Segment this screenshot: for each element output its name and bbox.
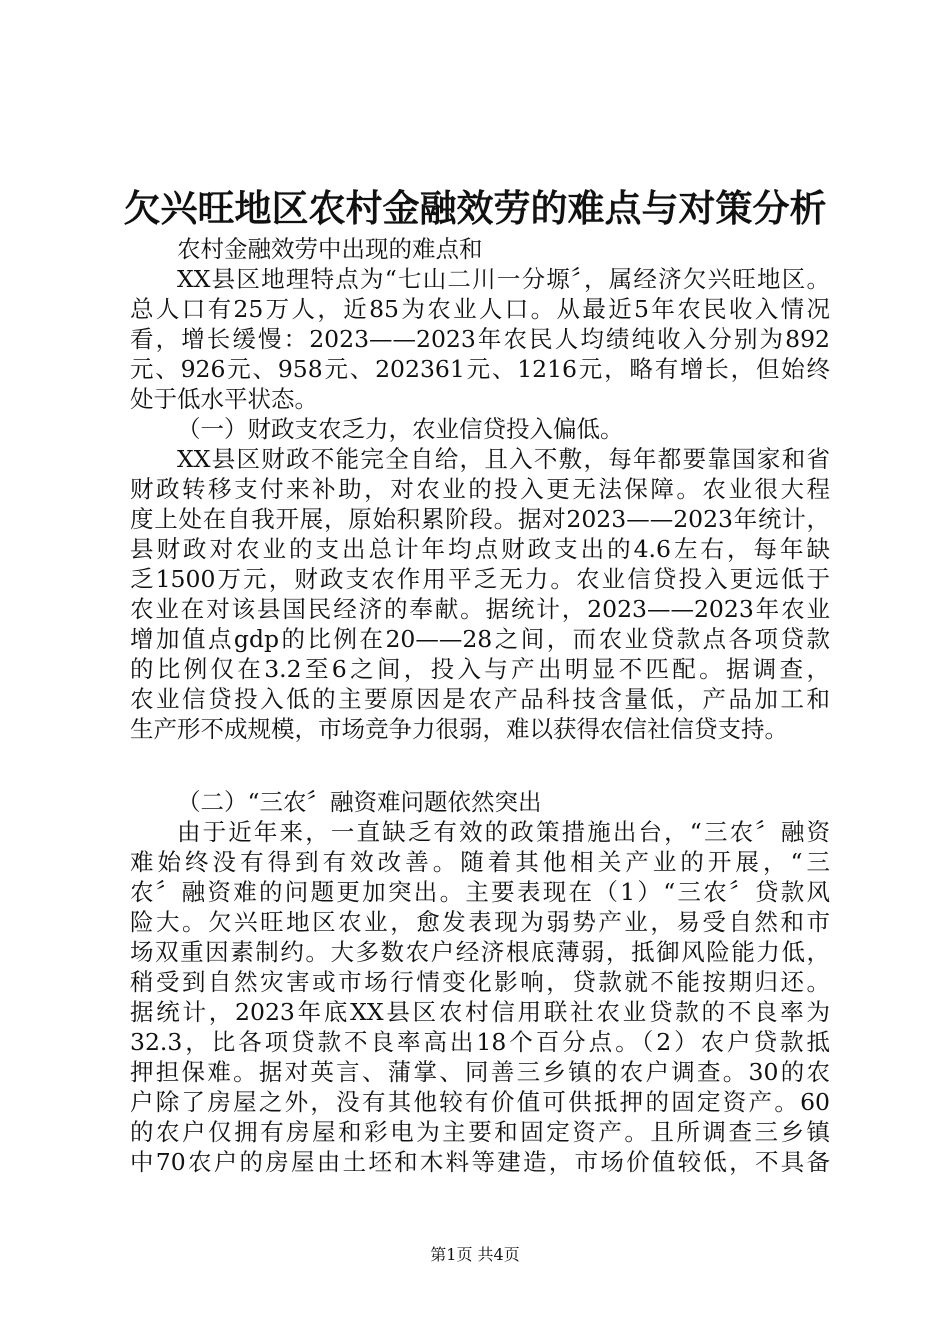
paragraph-line: 财政转移支付来补助，对农业的投入更无法保障。农业很大程 bbox=[130, 475, 830, 503]
section-heading: （二）“三农〞融资难问题依然突出 bbox=[177, 788, 542, 816]
paragraph-line: 县财政对农业的支出总计年均点财政支出的4.6左右，每年缺 bbox=[130, 535, 830, 563]
paragraph-line: 农业信贷投入低的主要原因是农产品科技含量低，产品加工和 bbox=[130, 685, 830, 713]
paragraph-line: 稍受到自然灾害或市场行情变化影响，贷款就不能按期归还。 bbox=[130, 968, 830, 996]
body-section-2 bbox=[130, 787, 830, 1177]
paragraph-line: 看，增长缓慢：2023——2023年农民人均绩纯收入分别为892 bbox=[130, 325, 830, 353]
paragraph-line: 险大。欠兴旺地区农业，愈发表现为弱势产业，易受自然和市 bbox=[130, 908, 830, 936]
paragraph-line: 生产形不成规模，市场竞争力很弱，难以获得农信社信贷支持。 bbox=[130, 715, 788, 743]
paragraph-line: 农〞融资难的问题更加突出。主要表现在（1）“三农〞贷款风 bbox=[130, 878, 830, 906]
paragraph-line: 总人口有25万人，近85为农业人口。从最近5年农民收入情况 bbox=[130, 295, 830, 323]
paragraph-line: 乏1500万元，财政支农作用平乏无力。农业信贷投入更远低于 bbox=[130, 565, 830, 593]
paragraph-line: 农业在对该县国民经济的奉献。据统计，2023——2023年农业 bbox=[130, 595, 830, 623]
paragraph-line: 中70农户的房屋由土坯和木料等建造，市场价值较低，不具备 bbox=[130, 1148, 830, 1176]
paragraph-line: 的比例仅在3.2至6之间，投入与产出明显不匹配。据调查， bbox=[130, 655, 830, 683]
body-section-1 bbox=[130, 234, 830, 744]
paragraph-line: 32.3，比各项贷款不良率高出18个百分点。（2）农户贷款抵 bbox=[130, 1028, 830, 1056]
paragraph-line: 户除了房屋之外，没有其他较有价值可供抵押的固定资产。60 bbox=[130, 1088, 830, 1116]
paragraph-line: XX县区财政不能完全自给，且入不敷，每年都要靠国家和省 bbox=[177, 445, 830, 473]
paragraph-line: 场双重因素制约。大多数农户经济根底薄弱，抵御风险能力低， bbox=[130, 938, 830, 966]
paragraph-line: 据统计，2023年底XX县区农村信用联社农业贷款的不良率为 bbox=[130, 998, 830, 1026]
section-heading: （一）财政支农乏力，农业信贷投入偏低。 bbox=[177, 415, 624, 443]
paragraph-line: 度上处在自我开展，原始积累阶段。据对2023——2023年统计， bbox=[130, 505, 830, 533]
paragraph-line: 押担保难。据对英言、蒲掌、同善三乡镇的农户调查。30的农 bbox=[130, 1058, 830, 1086]
paragraph-line: 的农户仅拥有房屋和彩电为主要和固定资产。且所调查三乡镇 bbox=[130, 1118, 830, 1146]
paragraph-line: 由于近年来，一直缺乏有效的政策措施出台，“三农〞融资 bbox=[177, 818, 830, 846]
paragraph-line: 处于低水平状态。 bbox=[130, 385, 318, 413]
document-title: 欠兴旺地区农村金融效劳的难点与对策分析 bbox=[123, 186, 827, 230]
page-number-footer: 第1页 共4页 bbox=[430, 1245, 520, 1264]
paragraph-line: 增加值点gdp的比例在20——28之间，而农业贷款点各项贷款 bbox=[130, 625, 830, 653]
paragraph-line: 农村金融效劳中出现的难点和 bbox=[177, 235, 483, 263]
paragraph-line: XX县区地理特点为“七山二川一分塬〞，属经济欠兴旺地区。 bbox=[177, 265, 830, 293]
paragraph-line: 难始终没有得到有效改善。随着其他相关产业的开展，“三 bbox=[130, 848, 830, 876]
paragraph-line: 元、926元、958元、202361元、1216元，略有增长，但始终 bbox=[130, 355, 830, 383]
